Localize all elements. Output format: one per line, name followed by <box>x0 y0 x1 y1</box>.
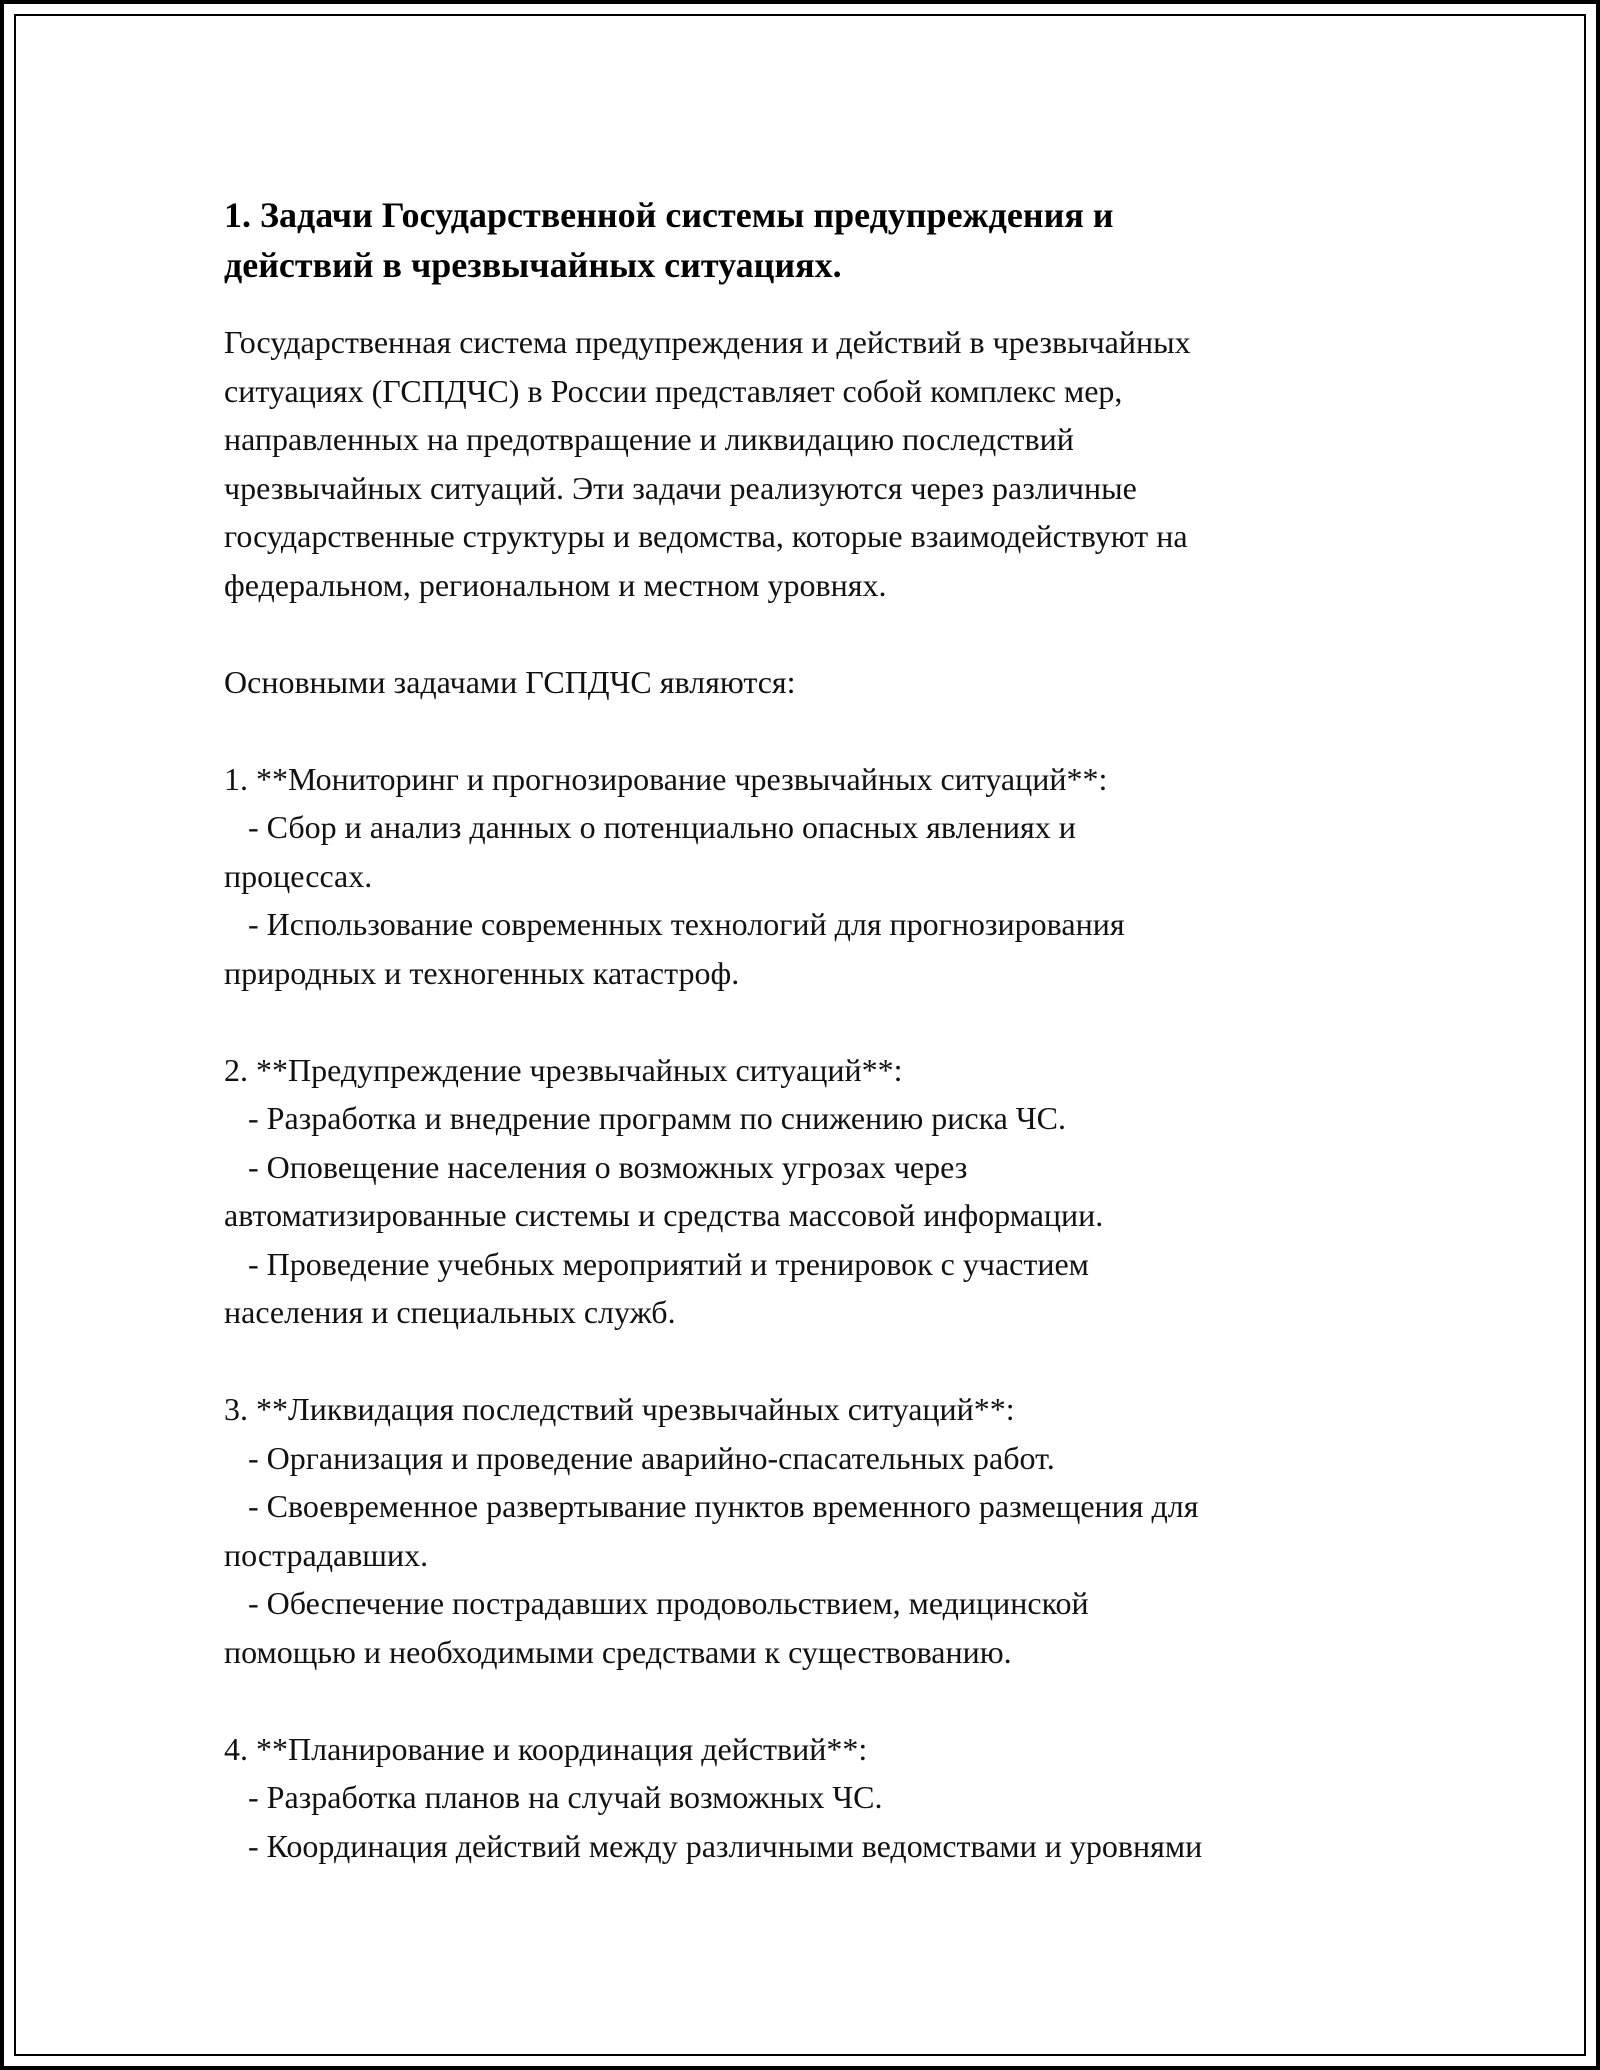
list-subitem-line: природных и техногенных катастроф. <box>224 954 740 991</box>
list-intro-line: Основными задачами ГСПДЧС являются: <box>224 663 796 700</box>
list-subitem-line: - Координация действий между различными ведомствами и уровнями <box>224 1827 1203 1864</box>
blank-line <box>224 609 1404 658</box>
document-title <box>224 190 1404 290</box>
list-subitem-line: - Организация и проведение аварийно-спасательных работ. <box>224 1439 1055 1476</box>
list-heading-2: 2. **Предупреждение чрезвычайных ситуаций**: <box>224 1051 903 1088</box>
paragraph-line: государственные структуры и ведомства, которые взаимодействуют на <box>224 518 1188 554</box>
blank-line <box>224 1337 1404 1386</box>
paragraph-line: чрезвычайных ситуаций. Эти задачи реализуются через различные <box>224 469 1137 506</box>
title-line: 1. Задачи Государственной системы предупреждения и <box>224 195 1114 235</box>
list-subitem-line: - Разработка и внедрение программ по снижению риска ЧС. <box>224 1100 1066 1136</box>
list-subitem-line: - Проведение учебных мероприятий и тренировок с участием <box>224 1245 1089 1282</box>
blank-line <box>224 997 1404 1046</box>
document-content <box>224 190 1404 1870</box>
list-subitem-line: процессах. <box>224 857 373 894</box>
list-subitem-line: - Сбор и анализ данных о потенциально опасных явлениях и <box>224 809 1076 845</box>
blank-line <box>224 1676 1404 1725</box>
list-subitem-line: - Разработка планов на случай возможных ЧС. <box>224 1779 883 1815</box>
list-heading-3: 3. **Ликвидация последствий чрезвычайных ситуаций**: <box>224 1391 1015 1427</box>
list-subitem-line: - Обеспечение пострадавших продовольствием, медицинской <box>224 1585 1089 1621</box>
paragraph-line: Государственная система предупреждения и действий в чрезвычайных <box>224 324 1191 360</box>
blank-line <box>224 706 1404 755</box>
list-heading-1: 1. **Мониторинг и прогнозирование чрезвычайных ситуаций**: <box>224 760 1108 797</box>
paragraph-line: направленных на предотвращение и ликвидацию последствий <box>224 421 1074 457</box>
list-subitem-line: помощью и необходимыми средствами к существованию. <box>224 1633 1012 1670</box>
list-subitem-line: автоматизированные системы и средства массовой информации. <box>224 1197 1104 1233</box>
document-body <box>224 318 1404 1870</box>
list-subitem-line: - Своевременное развертывание пунктов временного размещения для <box>224 1488 1199 1524</box>
title-line: действий в чрезвычайных ситуациях. <box>224 245 842 285</box>
list-subitem-line: - Оповещение населения о возможных угрозах через <box>224 1148 968 1185</box>
list-subitem-line: пострадавших. <box>224 1536 429 1573</box>
list-subitem-line: - Использование современных технологий для прогнозирования <box>224 906 1125 942</box>
list-subitem-line: населения и специальных служб. <box>224 1294 676 1330</box>
paragraph-line: ситуациях (ГСПДЧС) в России представляет собой комплекс мер, <box>224 372 1123 409</box>
paragraph-line: федеральном, региональном и местном уровнях. <box>224 566 887 603</box>
list-heading-4: 4. **Планирование и координация действий**: <box>224 1730 868 1767</box>
